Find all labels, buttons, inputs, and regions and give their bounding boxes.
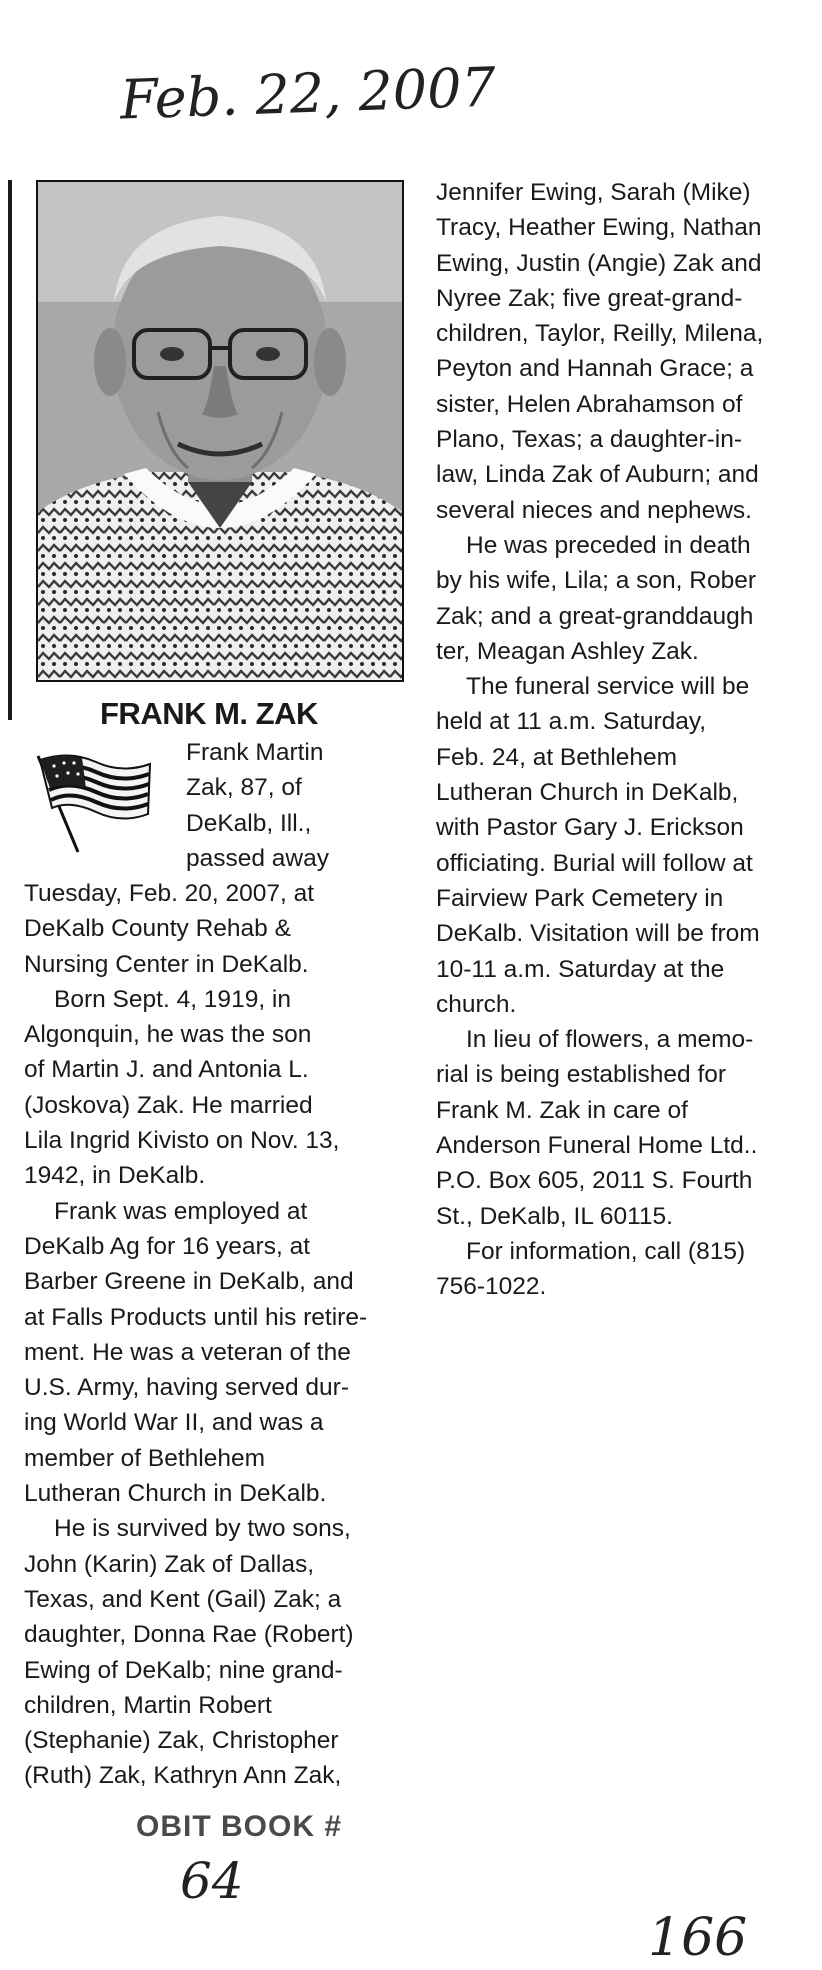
obituary-text-line: 1942, in DeKalb. [24, 1162, 206, 1190]
obituary-text-line: Lutheran Church in DeKalb, [436, 779, 739, 807]
obituary-text-line: The funeral service will be [466, 673, 750, 701]
obituary-text-line: In lieu of flowers, a memo- [466, 1026, 754, 1054]
obituary-text-line: held at 11 a.m. Saturday, [436, 708, 707, 736]
obituary-text-line: (Joskova) Zak. He married [24, 1091, 313, 1119]
obituary-text-line: Peyton and Hannah Grace; a [436, 355, 754, 383]
obit-book-stamp: OBIT BOOK # [136, 1810, 343, 1843]
obituary-text-line: ter, Meagan Ashley Zak. [436, 637, 699, 665]
obituary-right-column [436, 175, 806, 1305]
obituary-text-line: John (Karin) Zak of Dallas, [24, 1550, 315, 1578]
obituary-headline: FRANK M. ZAK [100, 696, 318, 731]
lead-paragraph [186, 735, 329, 876]
obituary-text-line: children, Martin Robert [24, 1691, 272, 1719]
obituary-text-line: 10-11 a.m. Saturday at the [436, 955, 725, 983]
obituary-text-line: DeKalb Ag for 16 years, at [24, 1232, 310, 1260]
obituary-text-line: DeKalb. Visitation will be from [436, 920, 760, 948]
obituary-text-line: (Stephanie) Zak, Christopher [24, 1727, 339, 1755]
obituary-text-line: Born Sept. 4, 1919, in [54, 985, 291, 1013]
obituary-text-line: ing World War II, and was a [24, 1409, 324, 1437]
obituary-text-line: Ewing of DeKalb; nine grand- [24, 1656, 343, 1684]
obituary-text-line: He is survived by two sons, [54, 1515, 351, 1543]
obituary-text-line: law, Linda Zak of Auburn; and [436, 461, 759, 489]
lead-text-line: DeKalb, Ill., [186, 809, 312, 837]
obituary-text-line: Lila Ingrid Kivisto on Nov. 13, [24, 1127, 340, 1155]
obituary-text-line: Tuesday, Feb. 20, 2007, at [24, 880, 315, 907]
obituary-text-line: ment. He was a veteran of the [24, 1338, 351, 1366]
clipping-edge-rule [8, 180, 12, 720]
obituary-left-column [24, 876, 394, 1794]
obituary-text-line: several nieces and nephews. [436, 496, 752, 524]
obituary-text-line: daughter, Donna Rae (Robert) [24, 1621, 354, 1649]
obituary-text-line: Fairview Park Cemetery in [436, 884, 724, 912]
lead-text-line: passed away [186, 844, 330, 872]
obituary-text-line: Frank M. Zak in care of [436, 1096, 688, 1124]
obituary-text-line: P.O. Box 605, 2011 S. Fourth [436, 1167, 753, 1195]
obituary-text-line: DeKalb County Rehab & [24, 915, 291, 943]
obituary-text-line: 756-1022. [436, 1273, 547, 1301]
obituary-text-line: Jennifer Ewing, Sarah (Mike) [436, 179, 751, 206]
american-flag-icon [30, 750, 156, 854]
obituary-text-line: Nyree Zak; five great-grand- [436, 284, 743, 312]
handwritten-page-number: 166 [648, 1908, 748, 1968]
handwritten-book-number: 64 [180, 1852, 244, 1910]
obituary-text-line: by his wife, Lila; a son, Rober [436, 567, 757, 595]
obituary-text-line: Plano, Texas; a daughter-in- [436, 426, 742, 454]
obituary-text-line: rial is being established for [436, 1061, 727, 1089]
obituary-text-line: Ewing, Justin (Angie) Zak and [436, 249, 762, 277]
obituary-text-line: (Ruth) Zak, Kathryn Ann Zak, [24, 1762, 342, 1790]
obituary-text-line: U.S. Army, having served dur- [24, 1374, 349, 1402]
portrait-photo [36, 180, 404, 682]
obituary-text-line: of Martin J. and Antonia L. [24, 1056, 309, 1084]
obituary-text-line: children, Taylor, Reilly, Milena, [436, 320, 764, 348]
obituary-text-line: St., DeKalb, IL 60115. [436, 1202, 673, 1230]
lead-text-line: Frank Martin [186, 739, 324, 766]
obituary-text-line: Barber Greene in DeKalb, and [24, 1268, 354, 1296]
portrait-image [38, 182, 402, 680]
lead-text-line: Zak, 87, of [186, 774, 302, 802]
obituary-text-line: Texas, and Kent (Gail) Zak; a [24, 1585, 342, 1613]
obituary-text-line: Zak; and a great-granddaugh [436, 602, 754, 630]
obituary-text-line: Feb. 24, at Bethlehem [436, 743, 678, 771]
obituary-text-line: Algonquin, he was the son [24, 1021, 312, 1049]
handwritten-date: Feb. 22, 2007 [119, 55, 497, 132]
obituary-text-line: member of Bethlehem [24, 1444, 266, 1472]
obituary-text-line: Frank was employed at [54, 1197, 308, 1225]
obituary-text-line: Anderson Funeral Home Ltd.. [436, 1132, 758, 1160]
obituary-text-line: with Pastor Gary J. Erickson [436, 814, 744, 842]
obituary-text-line: Tracy, Heather Ewing, Nathan [436, 214, 762, 242]
obituary-text-line: officiating. Burial will follow at [436, 849, 753, 877]
obituary-text-line: sister, Helen Abrahamson of [436, 390, 743, 418]
obituary-text-line: church. [436, 990, 517, 1018]
obituary-text-line: For information, call (815) [466, 1237, 746, 1265]
obituary-text-line: at Falls Products until his retire- [24, 1303, 368, 1331]
obituary-text-line: He was preceded in death [466, 531, 751, 559]
obituary-text-line: Lutheran Church in DeKalb. [24, 1480, 327, 1508]
obituary-text-line: Nursing Center in DeKalb. [24, 950, 309, 978]
